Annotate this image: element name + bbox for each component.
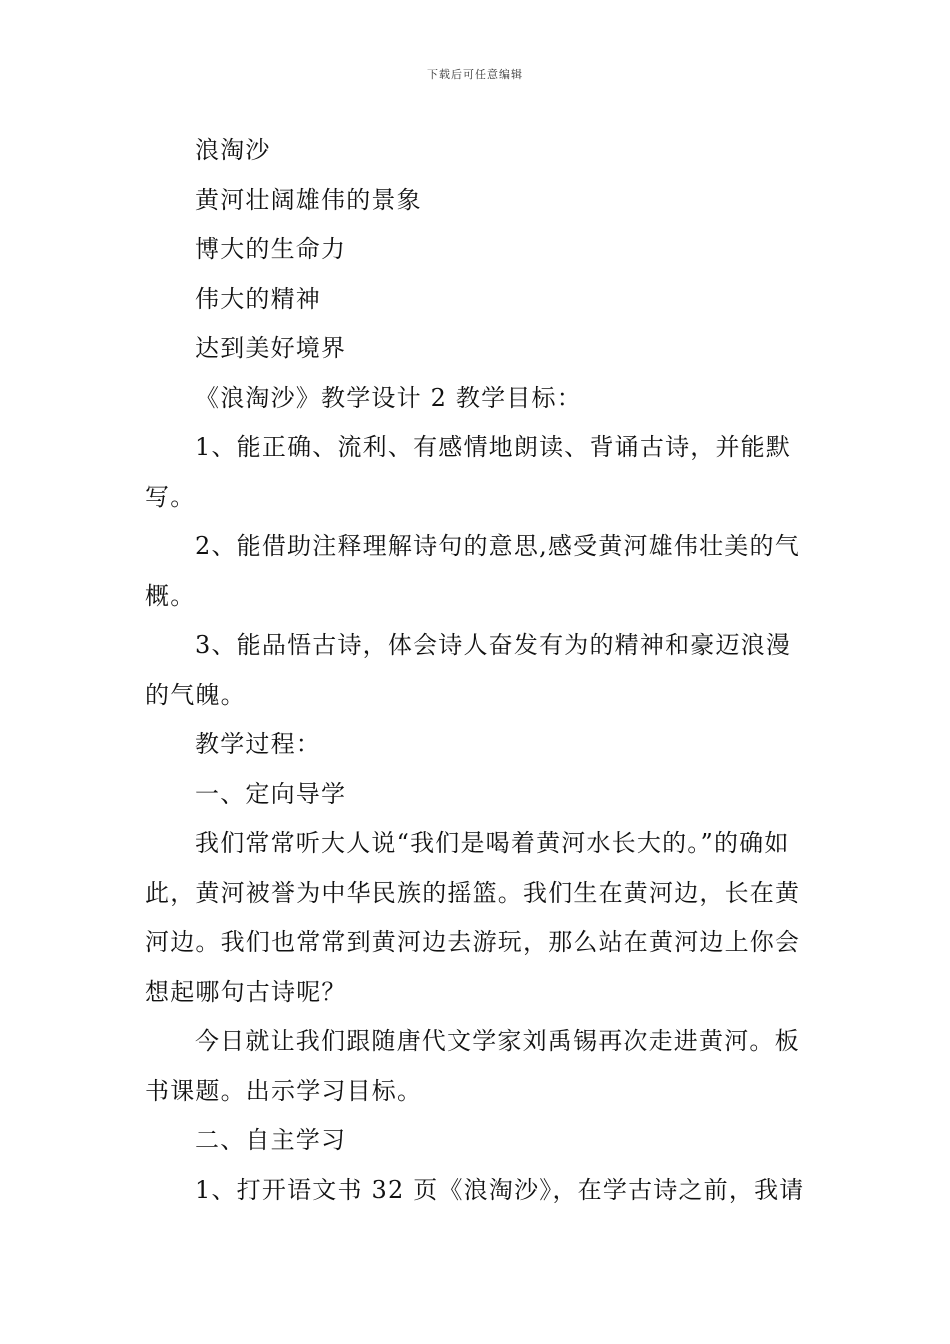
paragraph: 2、能借助注释理解诗句的意思,感受黄河雄伟壮美的气概。 [145,532,800,610]
paragraph: 教学过程： [195,730,321,758]
paragraph: 博大的生命力 [195,235,347,263]
paragraph: 我们常常听大人说“我们是喝着黄河水长大的。”的确如此，黄河被誉为中华民族的摇篮。我们生在黄河边，长在黄河边。我们也常常到黄河边去游玩，那么站在黄河边上你会想起哪句古诗呢？ [145,829,801,1006]
paragraph: 1、打开语文书 32 页《浪淘沙》，在学古诗之前，我请 [195,1175,805,1204]
paragraph: 1、能正确、流利、有感情地朗读、背诵古诗，并能默写。 [145,433,792,511]
document-body [145,126,807,1215]
paragraph: 黄河壮阔雄伟的景象 [195,185,422,214]
paragraph: 3、能品悟古诗，体会诗人奋发有为的精神和豪迈浪漫的气魄。 [145,631,792,709]
paragraph: 一、定向导学 [195,779,347,808]
page-header: 下载后可任意编辑 [427,68,523,81]
paragraph: 今日就让我们跟随唐代文学家刘禹锡再次走进黄河。板书课题。出示学习目标。 [145,1027,800,1105]
paragraph: 二、自主学习 [195,1126,347,1154]
paragraph: 伟大的精神 [195,284,321,313]
paragraph: 达到美好境界 [195,334,347,362]
paragraph: 《浪淘沙》教学设计 2 教学目标： [195,383,582,412]
paragraph: 浪淘沙 [195,136,271,164]
